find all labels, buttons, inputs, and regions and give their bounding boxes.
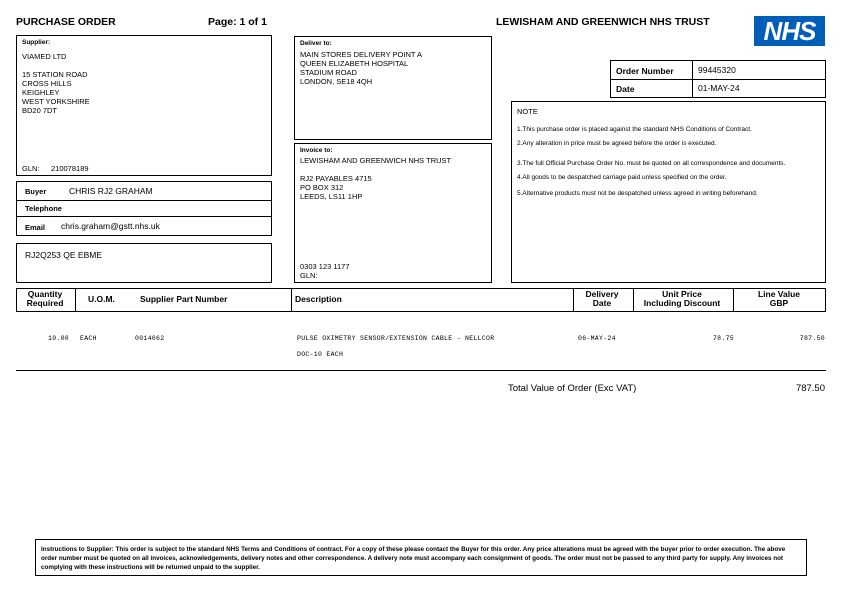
email-label: Email — [25, 223, 46, 232]
invoice-to-label: Invoice to: — [300, 147, 333, 154]
column-header-unit-price: Unit Price Including Discount — [643, 289, 721, 308]
instructions-box — [35, 539, 807, 576]
deliver-to-address — [300, 50, 422, 86]
column-header-description: Description — [295, 294, 342, 304]
invoice-line: LEEDS, LS11 1HP — [300, 192, 363, 201]
invoice-line: LEWISHAM AND GREENWICH NHS TRUST — [300, 156, 452, 165]
trust-name: LEWISHAM AND GREENWICH NHS TRUST — [496, 16, 710, 28]
supplier-line: VIAMED LTD — [22, 52, 67, 61]
row-quantity: 10.00 — [48, 335, 70, 342]
row-line-value: 787.50 — [799, 335, 825, 342]
column-header-delivery-date: Delivery Date — [585, 289, 619, 308]
supplier-box — [16, 35, 272, 176]
column-header-part-number: Supplier Part Number — [140, 294, 228, 304]
supplier-line — [22, 61, 90, 70]
nhs-logo: NHS — [754, 16, 825, 46]
column-header-quantity: Quantity Required — [26, 289, 64, 308]
supplier-line: WEST YORKSHIRE — [22, 97, 90, 106]
reference-value: RJ2Q253 QE EBME — [25, 250, 103, 260]
total-label: Total Value of Order (Exc VAT) — [508, 383, 637, 394]
row-uom: EACH — [80, 335, 97, 342]
note-item: 2.Any alteration in price must be agreed before the order is executed. — [517, 140, 717, 147]
supplier-line: BD20 7DT — [22, 106, 58, 115]
supplier-label: Supplier: — [22, 39, 51, 46]
buyer-name: CHRIS RJ2 GRAHAM — [69, 186, 153, 196]
invoice-to-address — [300, 156, 451, 201]
note-item: 5.Alternative products must not be despatched unless agreed in writing beforehand. — [517, 190, 758, 197]
row-delivery-date: 06-MAY-24 — [578, 335, 616, 342]
invoice-to-box — [294, 143, 492, 283]
deliver-line: MAIN STORES DELIVERY POINT A — [300, 50, 422, 59]
order-info-box — [610, 60, 826, 98]
supplier-line: 15 STATION ROAD — [22, 70, 88, 79]
note-item: 4.All goods to be despatched carriage paid unless specified on the order. — [517, 174, 727, 181]
deliver-to-box — [294, 36, 492, 140]
reference-box — [16, 243, 272, 283]
page-indicator: Page: 1 of 1 — [208, 16, 267, 28]
note-list — [517, 126, 817, 204]
supplier-gln: 210078189 — [51, 164, 89, 173]
row-part-number: 0014062 — [135, 335, 165, 342]
document-title: PURCHASE ORDER — [16, 16, 116, 28]
order-number-label: Order Number — [616, 66, 674, 76]
note-item: 1.This purchase order is placed against the standard NHS Conditions of Contract. — [517, 126, 752, 133]
row-description-1: PULSE OXIMETRY SENSOR/EXTENSION CABLE - NELLCOR — [297, 335, 495, 342]
invoice-phone: 0303 123 1177 — [300, 262, 350, 271]
deliver-line: LONDON, SE18 4QH — [300, 77, 373, 86]
note-box — [511, 101, 826, 283]
supplier-line: CROSS HILLS — [22, 79, 72, 88]
table-bottom-rule — [16, 370, 826, 371]
invoice-line: RJ2 PAYABLES 4715 — [300, 174, 372, 183]
buyer-box — [16, 181, 272, 236]
telephone-label: Telephone — [25, 204, 62, 213]
supplier-line: KEIGHLEY — [22, 88, 60, 97]
order-date: 01-MAY-24 — [698, 83, 740, 93]
deliver-to-label: Deliver to: — [300, 40, 332, 47]
column-header-line-value: Line Value GBP — [757, 289, 801, 308]
row-description-2: DOC-10 EACH — [297, 351, 344, 358]
row-unit-price: 78.75 — [712, 335, 734, 342]
total-value: 787.50 — [795, 383, 825, 394]
order-number: 99445320 — [698, 65, 736, 75]
email-value[interactable]: chris.graham@gstt.nhs.uk — [61, 221, 160, 231]
supplier-address — [22, 52, 90, 115]
note-title: NOTE — [517, 107, 538, 116]
instructions-text: Instructions to Supplier: This order is subject to the standard NHS Terms and Conditions of contract. For a copy of these please contact the Buyer for this order. Any price alterations must be agreed with the buyer prior to order execution. The above order number must be quoted on all invoices, acknowledgements, delivery notes and other correspondence. A delivery note must accompany each consignment of goods. The order must not be passed to any third party for supply. Any invoices not complying with these instructions will be returned unpaid to the supplier. — [41, 546, 786, 571]
invoice-line: PO BOX 312 — [300, 183, 344, 192]
deliver-line: STADIUM ROAD — [300, 68, 357, 77]
buyer-label: Buyer — [25, 187, 47, 196]
invoice-line — [300, 165, 451, 174]
invoice-gln-label: GLN: — [300, 271, 318, 280]
column-header-uom: U.O.M. — [88, 294, 115, 304]
deliver-line: QUEEN ELIZABETH HOSPITAL — [300, 59, 409, 68]
supplier-gln-label: GLN: — [22, 164, 40, 173]
note-item: 3.The full Official Purchase Order No. must be quoted on all correspondence and documents. — [517, 160, 786, 167]
order-date-label: Date — [616, 84, 635, 94]
